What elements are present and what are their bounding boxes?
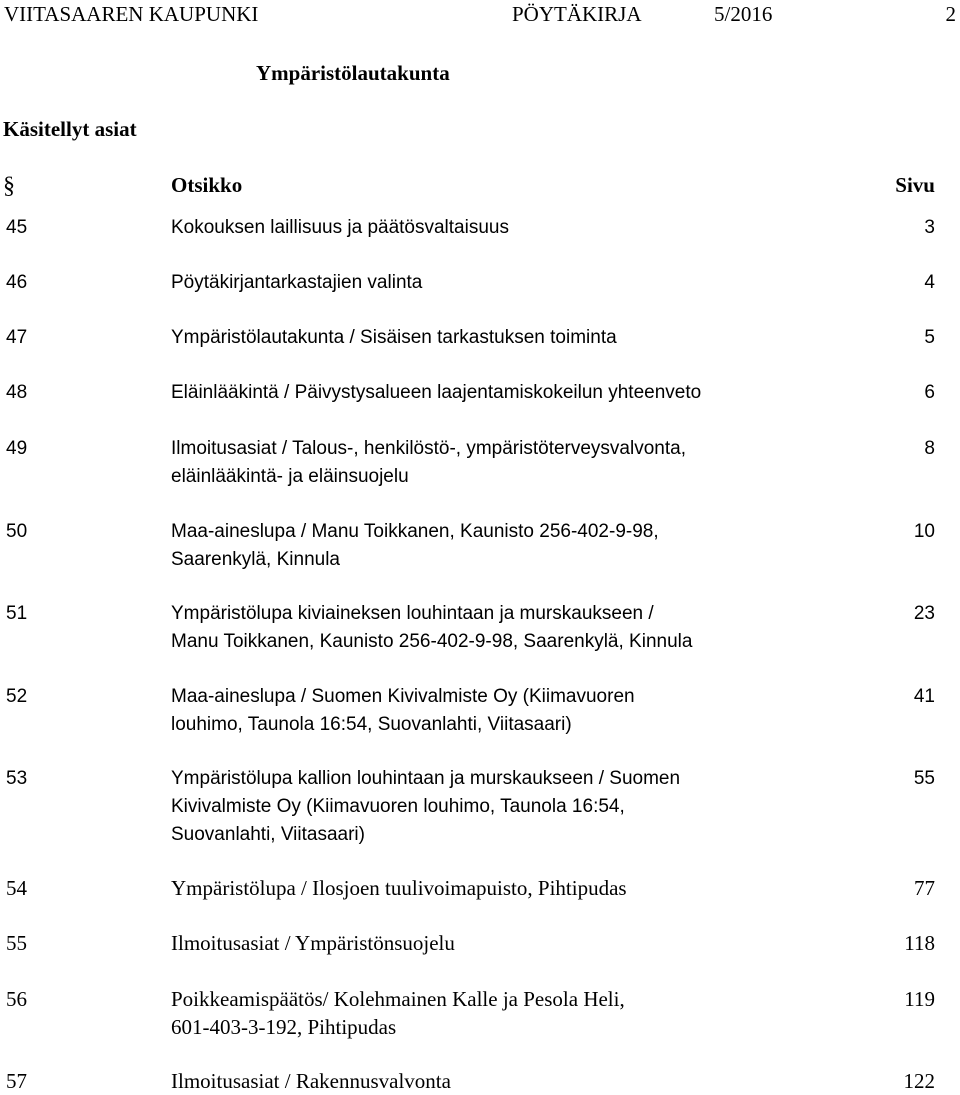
item-title-line: Poikkeamispäätös/ Kolehmainen Kalle ja Pesola Heli, <box>171 987 625 1011</box>
item-title <box>171 600 821 656</box>
item-title-line: Maa-aineslupa / Suomen Kivivalmiste Oy (Kiimavuoren <box>171 686 635 707</box>
item-title-line: Ympäristölupa kiviaineksen louhintaan ja murskaukseen / <box>171 603 654 624</box>
item-title <box>171 269 821 297</box>
item-title <box>171 379 821 407</box>
item-title-line: Maa-aineslupa / Manu Toikkanen, Kaunisto 256-402-9-98, <box>171 521 659 542</box>
item-number: 53 <box>6 768 28 789</box>
item-number: 48 <box>6 382 28 403</box>
title-column-header: Otsikko <box>171 173 243 197</box>
page-column-header: Sivu <box>895 173 935 197</box>
item-number: 45 <box>6 217 28 238</box>
organization-name: VIITASAAREN KAUPUNKI <box>4 2 259 26</box>
item-number: 51 <box>6 603 28 624</box>
item-page: 55 <box>913 768 935 789</box>
item-title-line: Suovanlahti, Viitasaari) <box>171 824 365 845</box>
item-page: 8 <box>924 438 935 459</box>
item-number: 46 <box>6 272 28 293</box>
item-title <box>171 518 821 574</box>
item-number: 49 <box>6 438 28 459</box>
page-number: 2 <box>945 2 956 26</box>
item-number: 57 <box>6 1069 27 1093</box>
item-page: 41 <box>913 686 935 707</box>
item-page: 4 <box>924 272 935 293</box>
item-title <box>171 929 821 957</box>
item-title-line: Ilmoitusasiat / Talous-, henkilöstö-, ympäristöterveysvalvonta, <box>171 438 686 459</box>
item-title <box>171 985 821 1041</box>
committee-name: Ympäristölautakunta <box>256 61 450 85</box>
section-mark-header: § <box>3 173 15 199</box>
item-title-line: Ympäristölupa / Ilosjoen tuulivoimapuisto, Pihtipudas <box>171 876 627 900</box>
item-page: 122 <box>903 1069 935 1093</box>
item-title-line: Ilmoitusasiat / Ympäristönsuojelu <box>171 931 455 955</box>
item-title <box>171 435 821 491</box>
item-title-line: Kokouksen laillisuus ja päätösvaltaisuus <box>171 217 509 238</box>
item-page: 3 <box>924 217 935 238</box>
item-title <box>171 874 821 902</box>
item-title-line: 601-403-3-192, Pihtipudas <box>171 1015 397 1039</box>
item-title-line: Ilmoitusasiat / Rakennusvalvonta <box>171 1069 451 1093</box>
item-title-line: Ympäristölautakunta / Sisäisen tarkastuksen toiminta <box>171 327 617 348</box>
document-type: PÖYTÄKIRJA <box>512 2 642 26</box>
item-title <box>171 214 821 242</box>
item-title-line: Pöytäkirjantarkastajien valinta <box>171 272 423 293</box>
item-title-line: louhimo, Taunola 16:54, Suovanlahti, Viitasaari) <box>171 714 572 735</box>
item-page: 23 <box>913 603 935 624</box>
document-number: 5/2016 <box>714 2 773 26</box>
item-number: 50 <box>6 521 28 542</box>
item-title-line: eläinlääkintä- ja eläinsuojelu <box>171 466 409 487</box>
item-number: 55 <box>6 931 27 955</box>
item-title-line: Ympäristölupa kallion louhintaan ja murskaukseen / Suomen <box>171 768 681 789</box>
item-page: 118 <box>904 931 935 955</box>
item-number: 56 <box>6 987 27 1011</box>
item-title <box>171 765 821 849</box>
item-title <box>171 683 821 739</box>
item-page: 119 <box>904 987 935 1011</box>
item-number: 54 <box>6 876 27 900</box>
item-page: 10 <box>913 521 935 542</box>
item-page: 5 <box>924 327 935 348</box>
item-title-line: Eläinlääkintä / Päivystysalueen laajentamiskokeilun yhteenveto <box>171 382 702 403</box>
item-title <box>171 1067 821 1095</box>
item-page: 77 <box>914 876 935 900</box>
section-title: Käsitellyt asiat <box>3 117 137 141</box>
item-number: 52 <box>6 686 28 707</box>
item-title-line: Kivivalmiste Oy (Kiimavuoren louhimo, Taunola 16:54, <box>171 796 625 817</box>
item-title-line: Manu Toikkanen, Kaunisto 256-402-9-98, Saarenkylä, Kinnula <box>171 631 693 652</box>
item-number: 47 <box>6 327 28 348</box>
item-title-line: Saarenkylä, Kinnula <box>171 549 340 570</box>
item-page: 6 <box>924 382 935 403</box>
item-title <box>171 324 821 352</box>
